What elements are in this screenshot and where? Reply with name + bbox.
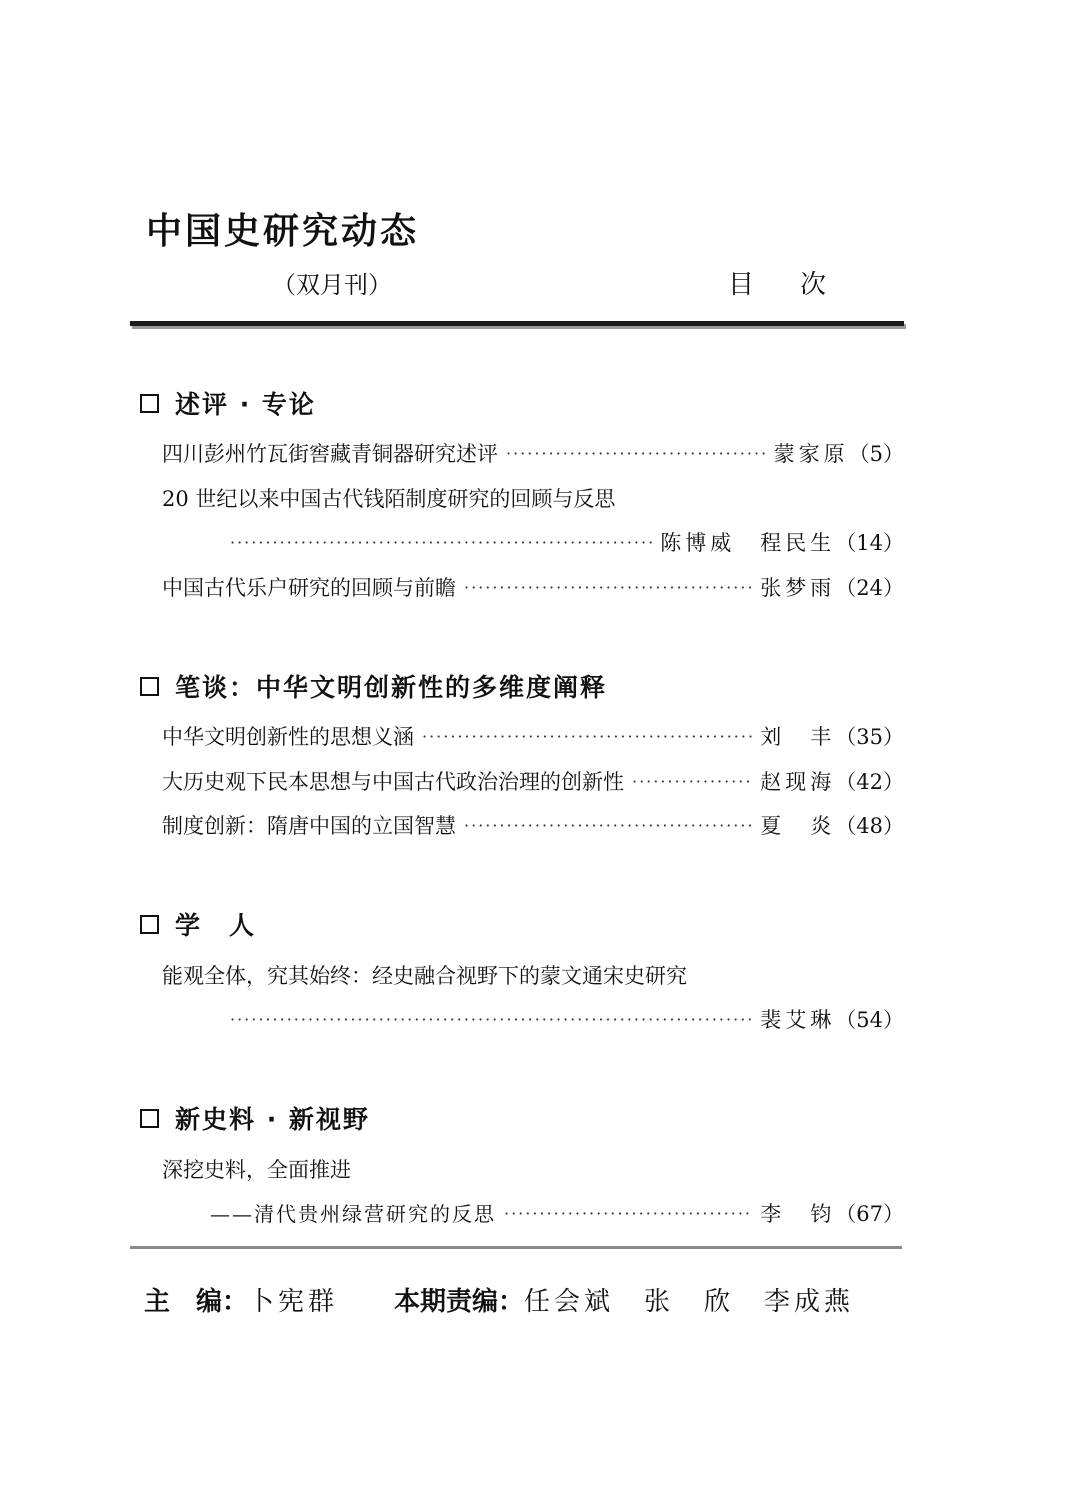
header-rule <box>130 321 904 326</box>
entry-title: 四川彭州竹瓦街窖藏青铜器研究述评 <box>162 442 498 466</box>
journal-frequency: （双月刊） <box>272 271 392 299</box>
entry-author: 张梦雨 <box>760 576 836 600</box>
issue-editors-label: 本期责编： <box>394 1287 525 1317</box>
entry-author: 刘 丰 <box>760 725 836 749</box>
entry-title[interactable]: 能观全体，究其始终：经史融合视野下的蒙文通宋史研究 <box>162 964 687 988</box>
checkbox-icon <box>140 915 159 934</box>
section-heading-scholars <box>140 907 256 941</box>
entry-page: （14） <box>835 531 904 555</box>
section-title: 新史料 · 新视野 <box>175 1105 370 1134</box>
entry-title[interactable]: 20 世纪以来中国古代钱陌制度研究的回顾与反思 <box>162 487 616 511</box>
section-heading-forum <box>140 669 607 703</box>
issue-editors: 任会斌 张 欣 李成燕 <box>524 1287 855 1317</box>
entry-page: （67） <box>835 1202 904 1226</box>
toc-entry[interactable] <box>162 765 904 799</box>
entry-author: 赵现海 <box>760 770 836 794</box>
section-title: 笔谈：中华文明创新性的多维度阐释 <box>175 673 608 702</box>
toc-entry[interactable] <box>162 571 904 605</box>
checkbox-icon <box>140 677 159 696</box>
dot-leader <box>230 526 652 560</box>
entry-page: （35） <box>835 725 904 749</box>
section-heading-new-sources <box>140 1101 370 1135</box>
editor-credits <box>144 1282 854 1322</box>
entry-title: 中华文明创新性的思想义涵 <box>162 725 414 749</box>
dot-leader <box>506 437 766 471</box>
journal-title: 中国史研究动态 <box>146 211 420 252</box>
toc-entry[interactable] <box>210 1197 904 1231</box>
toc-entry[interactable] <box>162 809 904 843</box>
contents-label: 目次 <box>728 270 873 300</box>
dot-leader <box>230 1003 752 1037</box>
entry-author: 夏 炎 <box>760 814 836 838</box>
entry-page: （54） <box>835 1008 904 1032</box>
dot-leader <box>422 720 752 754</box>
entry-title: 中国古代乐户研究的回顾与前瞻 <box>162 576 456 600</box>
entry-title: 制度创新：隋唐中国的立国智慧 <box>162 814 456 838</box>
entry-title: 大历史观下民本思想与中国古代政治治理的创新性 <box>162 770 624 794</box>
entry-page: （42） <box>835 770 904 794</box>
section-title: 学 人 <box>175 911 257 940</box>
chief-editor: 卜宪群 <box>248 1287 339 1317</box>
dot-leader <box>464 571 752 605</box>
checkbox-icon <box>140 1109 159 1128</box>
entry-subtitle: ——清代贵州绿营研究的反思 <box>210 1202 496 1226</box>
toc-entry[interactable] <box>230 1003 904 1037</box>
chief-editor-label: 主 编： <box>144 1287 249 1317</box>
dot-leader <box>632 765 752 799</box>
entry-author: 裴艾琳 <box>760 1008 836 1032</box>
toc-entry[interactable] <box>230 526 904 560</box>
entry-author: 蒙家原 <box>773 442 849 466</box>
section-title: 述评 · 专论 <box>175 390 316 419</box>
entry-page: （48） <box>835 814 904 838</box>
section-heading-review <box>140 386 316 420</box>
toc-entry[interactable] <box>162 437 904 471</box>
entry-author: 陈博威 程民生 <box>660 531 836 555</box>
footer-rule <box>130 1246 902 1249</box>
toc-entry[interactable] <box>162 720 904 754</box>
dot-leader <box>464 809 752 843</box>
checkbox-icon <box>140 394 159 413</box>
entry-author: 李 钧 <box>760 1202 836 1226</box>
entry-page: （24） <box>835 576 904 600</box>
entry-page: （5） <box>848 442 904 466</box>
entry-title[interactable]: 深挖史料，全面推进 <box>162 1158 351 1182</box>
dot-leader <box>504 1197 752 1231</box>
